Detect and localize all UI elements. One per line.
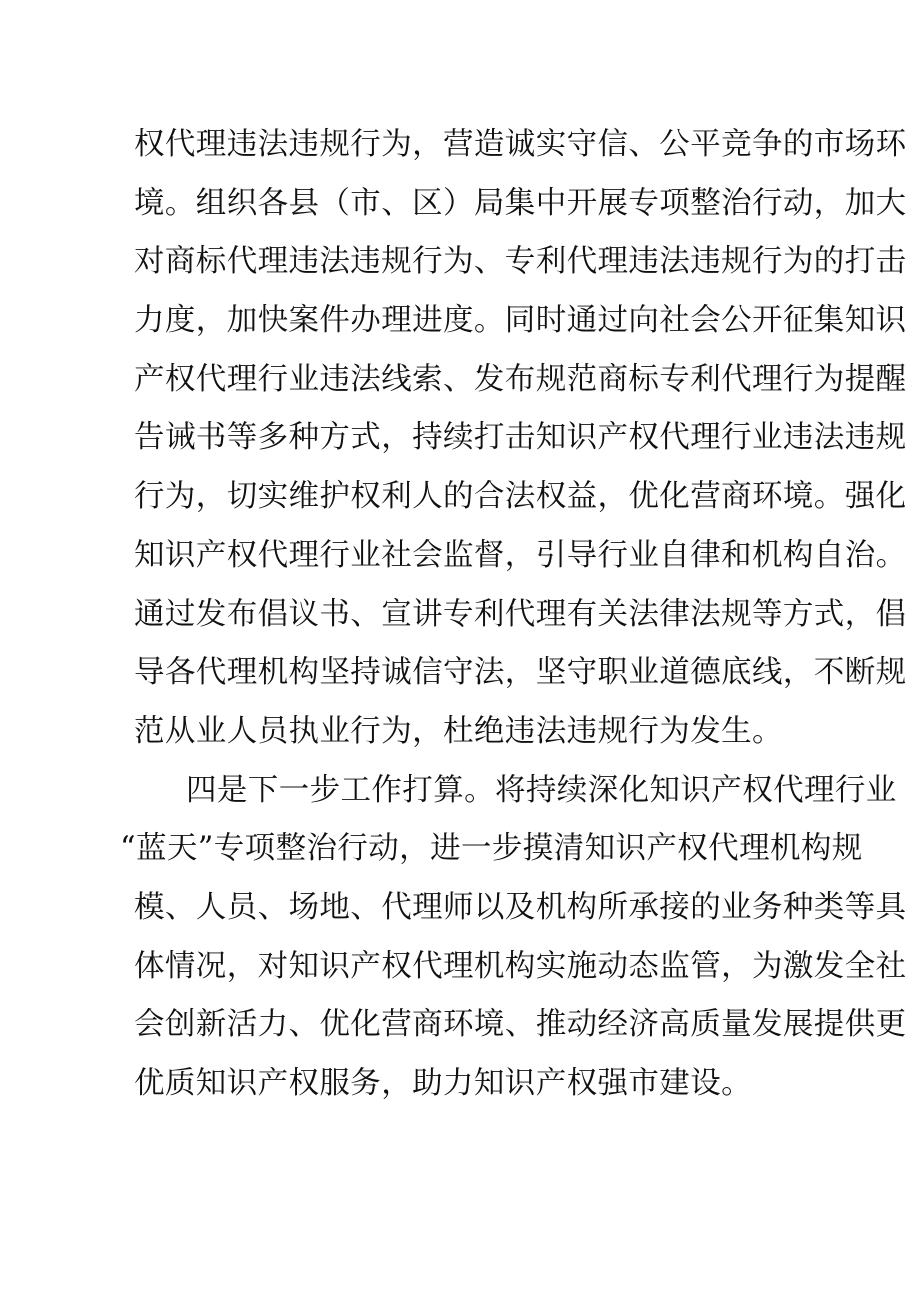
text-line: 范从业人员执业行为，杜绝违法违规行为发生。 — [134, 713, 783, 749]
text-line: 境。组织各县（市、区）局集中开展专项整治行动，加大 — [134, 185, 907, 221]
text-line: 知识产权代理行业社会监督，引导行业自律和机构自治。 — [134, 537, 907, 573]
text-line: 对商标代理违法违规行为、专利代理违法违规行为的打击 — [134, 244, 907, 280]
text-line: 通过发布倡议书、宣讲专利代理有关法律法规等方式，倡 — [134, 596, 907, 632]
text-line: 模、人员、场地、代理师以及机构所承接的业务种类等具 — [134, 889, 907, 925]
paragraph-start-line: 四是下一步工作打算。将持续深化知识产权代理行业 — [186, 772, 897, 808]
text-line: 行为，切实维护权利人的合法权益，优化营商环境。强化 — [134, 479, 907, 515]
text-line: 优质知识产权服务，助力知识产权强市建设。 — [134, 1066, 752, 1101]
text-line: 告诫书等多种方式，持续打击知识产权代理行业违法违规 — [134, 420, 907, 456]
body-text — [120, 116, 907, 1114]
text-line: 导各代理机构坚持诚信守法，坚守职业道德底线，不断规 — [134, 655, 907, 691]
text-line: 会创新活力、优化营商环境、推动经济高质量发展提供更 — [134, 1007, 907, 1043]
text-line: 体情况，对知识产权代理机构实施动态监管，为激发全社 — [134, 948, 907, 984]
text-line: “蓝天”专项整治行动，进一步摸清知识产权代理机构规 — [120, 831, 863, 867]
text-line: 力度，加快案件办理进度。同时通过向社会公开征集知识 — [134, 303, 907, 339]
text-line: 产权代理行业违法线索、发布规范商标专利代理行为提醒 — [134, 361, 907, 397]
text-line: 权代理违法违规行为，营造诚实守信、公平竞争的市场环 — [134, 127, 907, 162]
